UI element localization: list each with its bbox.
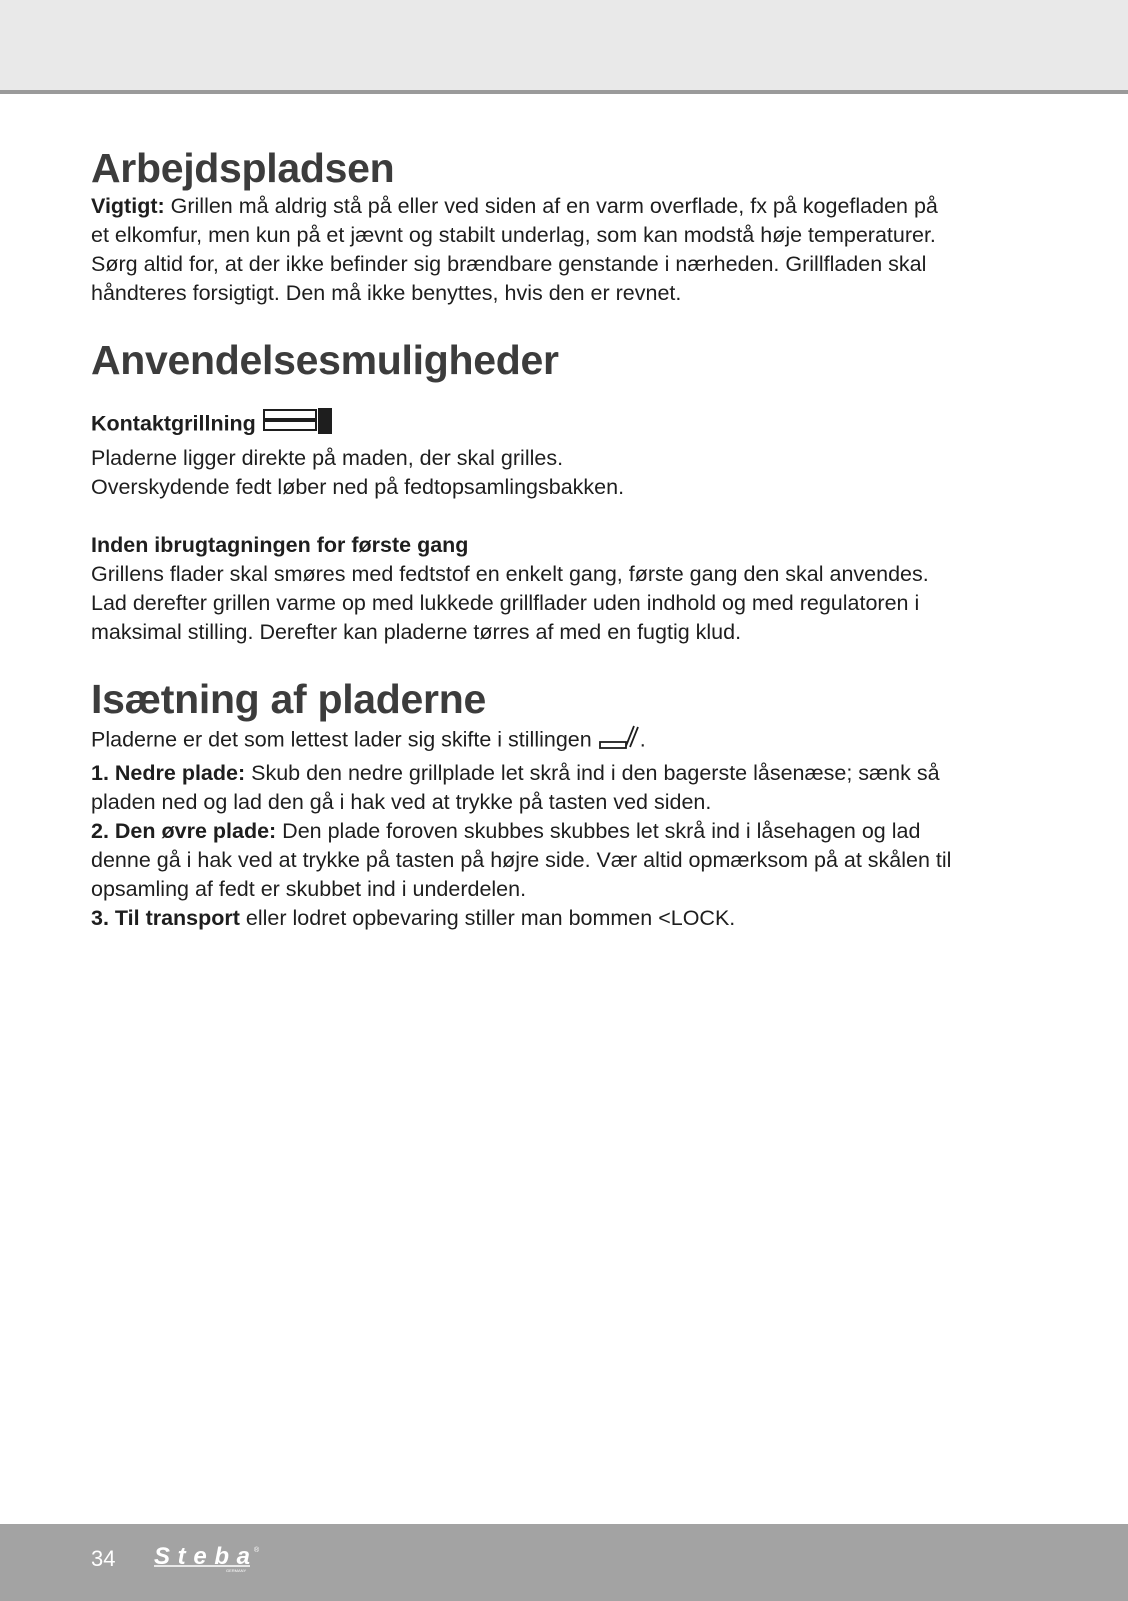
paragraph-line: maksimal stilling. Derefter kan pladerne tørres af med en fugtig klud. <box>91 620 742 644</box>
paragraph-line: håndteres forsigtigt. Den må ikke benyttes, hvis den er revnet. <box>91 281 682 305</box>
page-content <box>91 144 1031 933</box>
paragraph-line: Vigtigt: Grillen må aldrig stå på eller ved siden af en varm overflade, fx på kogefladen på <box>91 194 938 218</box>
paragraph-line: Pladerne er det som lettest lader sig skifte i stillingen . <box>91 723 1031 759</box>
paragraph-line: opsamling af fedt er skubbet ind i underdelen. <box>91 877 527 901</box>
paragraph-line: Sørg altid for, at der ikke befinder sig brændbare genstande i nærheden. Grillfladen skal <box>91 252 927 276</box>
step-3: 3. Til transport eller lodret opbevaring stiller man bommen <LOCK. <box>91 906 736 930</box>
logo-brand: Steba <box>154 1544 250 1570</box>
paragraph-line: pladen ned og lad den gå i hak ved at trykke på tasten ved siden. <box>91 790 712 814</box>
heading-anvendelsesmuligheder: Anvendelsesmuligheder <box>91 337 559 383</box>
heading-arbejdspladsen: Arbejdspladsen <box>91 145 395 191</box>
paragraph-line: et elkomfur, men kun på et jævnt og stabilt underlag, som kan modstå høje temperaturer. <box>91 223 936 247</box>
heading-isaetning: Isætning af pladerne <box>91 676 486 722</box>
contact-grill-position-icon <box>262 406 334 444</box>
paragraph-line: Lad derefter grillen varme op med lukkede grillflader uden indhold og med regulatoren i <box>91 591 920 615</box>
logo-sub: GERMANY <box>226 1568 247 1573</box>
paragraph-line: Grillens flader skal smøres med fedtstof en enkelt gang, første gang den skal anvendes. <box>91 562 929 586</box>
subheading-kontaktgrillning: Kontaktgrillning <box>91 406 1031 444</box>
paragraph-line: Overskydende fedt løber ned på fedtopsamlingsbakken. <box>91 475 625 499</box>
footer-band <box>0 1524 1128 1601</box>
steba-logo <box>154 1544 264 1579</box>
step-2: 2. Den øvre plade: Den plade foroven skubbes skubbes let skrå ind i låsehagen og lad <box>91 819 921 843</box>
step-1: 1. Nedre plade: Skub den nedre grillplade let skrå ind i den bagerste låsenæse; sænk så <box>91 761 940 785</box>
paragraph-line: Pladerne ligger direkte på maden, der skal grilles. <box>91 446 564 470</box>
important-label: Vigtigt: <box>91 194 165 218</box>
header-band <box>0 0 1128 94</box>
paragraph-line: denne gå i hak ved at trykke på tasten på højre side. Vær altid opmærksom på at skålen til <box>91 848 952 872</box>
logo-registered: ® <box>254 1547 260 1554</box>
page-number: 34 <box>91 1546 116 1571</box>
open-grill-position-icon <box>598 723 640 759</box>
subheading-first-use: Inden ibrugtagningen for første gang <box>91 533 469 557</box>
